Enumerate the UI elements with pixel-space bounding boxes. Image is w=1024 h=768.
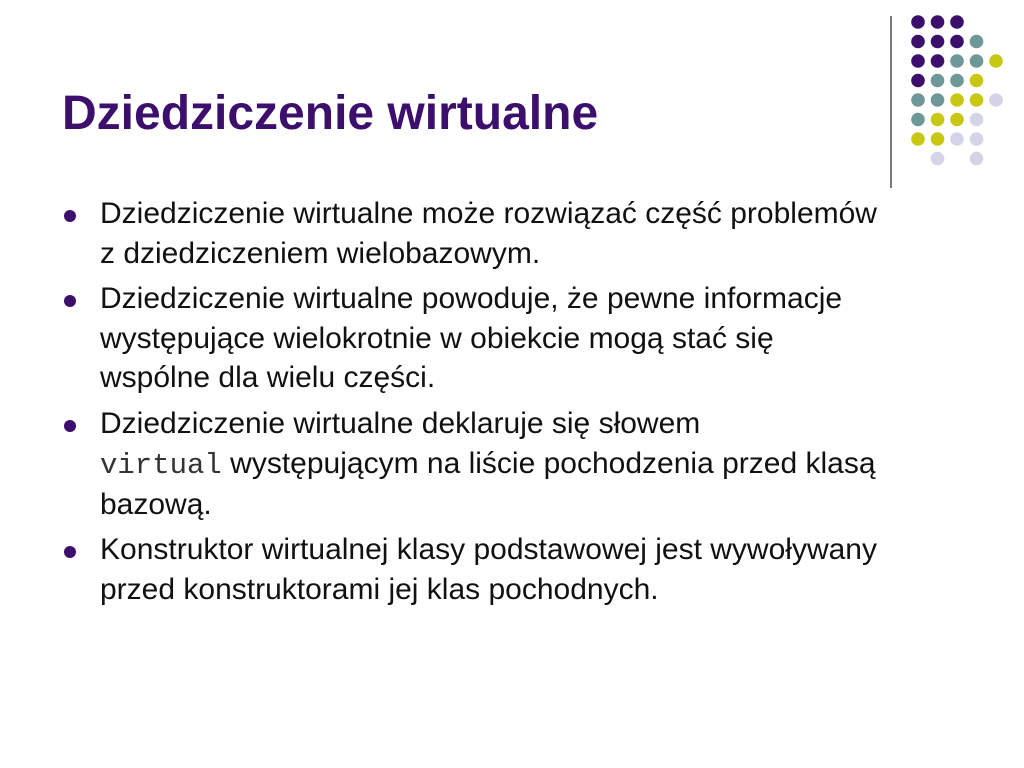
slide-title: Dziedziczenie wirtualne bbox=[62, 87, 599, 140]
purple-dot bbox=[950, 35, 964, 49]
bullet-dot-icon bbox=[64, 420, 76, 432]
yellow-dot bbox=[989, 54, 1003, 68]
bullet-dot-icon bbox=[64, 210, 76, 222]
bullet-item bbox=[62, 530, 892, 609]
decorative-dot-grid bbox=[0, 0, 1024, 200]
lavender-dot bbox=[970, 132, 984, 146]
lavender-dot bbox=[950, 132, 964, 146]
yellow-dot bbox=[911, 132, 925, 146]
yellow-dot bbox=[970, 74, 984, 88]
teal-dot bbox=[911, 93, 925, 107]
lavender-dot bbox=[970, 113, 984, 127]
teal-dot bbox=[970, 35, 984, 49]
teal-dot bbox=[931, 74, 945, 88]
yellow-dot bbox=[931, 132, 945, 146]
teal-dot bbox=[931, 93, 945, 107]
bullet-dot-icon bbox=[64, 546, 76, 558]
bullet-list bbox=[62, 194, 892, 616]
bullet-item bbox=[62, 279, 892, 398]
bullet-text: Dziedziczenie wirtualne powoduje, że pewne informacje występujące wielokrotnie w obiekcie mogą stać się wspólne dla wielu części. bbox=[100, 282, 843, 395]
purple-dot bbox=[911, 74, 925, 88]
teal-dot bbox=[911, 113, 925, 127]
bullet-item bbox=[62, 404, 892, 524]
yellow-dot bbox=[970, 93, 984, 107]
purple-dot bbox=[931, 54, 945, 68]
teal-dot bbox=[970, 54, 984, 68]
code-keyword: virtual bbox=[100, 448, 222, 482]
purple-dot bbox=[911, 15, 925, 29]
yellow-dot bbox=[950, 113, 964, 127]
yellow-dot bbox=[950, 93, 964, 107]
bullet-text: Dziedziczenie wirtualne może rozwiązać część problemów z dziedziczeniem wielobazowym. bbox=[100, 197, 877, 270]
teal-dot bbox=[950, 74, 964, 88]
bullet-text: Konstruktor wirtualnej klasy podstawowej jest wywoływany przed konstruktorami jej klas pochodnych. bbox=[100, 533, 877, 607]
bullet-dot-icon bbox=[64, 295, 76, 307]
lavender-dot bbox=[989, 93, 1003, 107]
bullet-text-before-code: Dziedziczenie wirtualne deklaruje się słowem bbox=[100, 406, 701, 440]
purple-dot bbox=[931, 35, 945, 49]
bullet-text-after-code: występującym na liście pochodzenia przed klasą bazową. bbox=[100, 446, 876, 521]
purple-dot bbox=[931, 15, 945, 29]
yellow-dot bbox=[931, 113, 945, 127]
lavender-dot bbox=[970, 152, 984, 166]
teal-dot bbox=[950, 54, 964, 68]
bullet-item bbox=[62, 194, 892, 273]
purple-dot bbox=[911, 54, 925, 68]
purple-dot bbox=[950, 15, 964, 29]
lavender-dot bbox=[931, 152, 945, 166]
purple-dot bbox=[911, 35, 925, 49]
